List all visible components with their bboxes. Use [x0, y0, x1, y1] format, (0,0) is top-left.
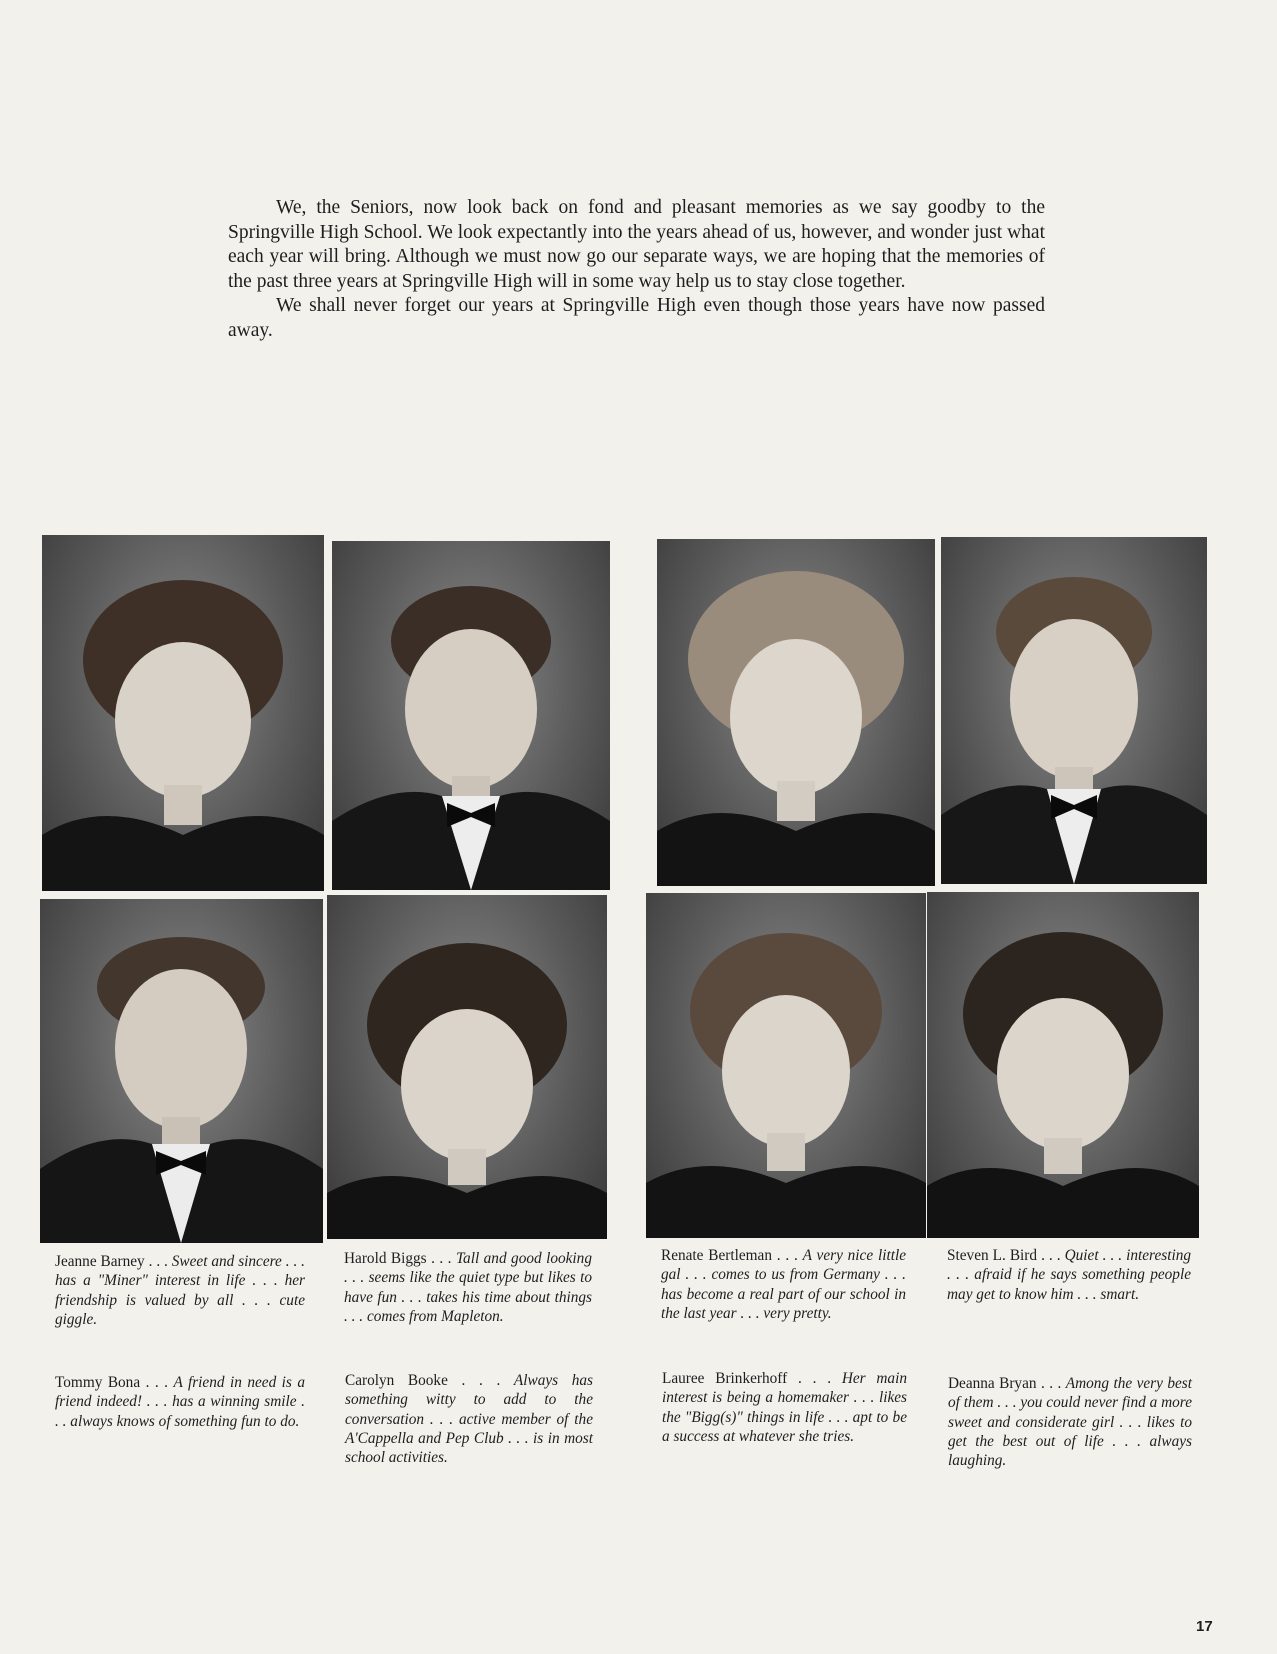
senior-caption: Jeanne Barney . . . Sweet and sincere . . . has a "Miner" interest in life . . . her friendship is valued by all . . . cute giggle. — [55, 1253, 305, 1328]
senior-name: Lauree Brinkerhoff — [662, 1370, 788, 1387]
senior-description: Her main interest is being a homemaker . . . likes the "Bigg(s)" things in life . . . apt to be a success at whatever she tries. — [662, 1370, 907, 1445]
senior-caption: Tommy Bona . . . A friend in need is a friend indeed! . . . has a winning smile . . . always knows of something fun to do. — [55, 1374, 305, 1430]
page-number: 17 — [1196, 1618, 1213, 1635]
intro-paragraph: We shall never forget our years at Springville High even though those years have now passed away. — [228, 295, 1045, 341]
senior-name: Carolyn Booke — [345, 1372, 448, 1389]
senior-caption: Renate Bertleman . . . A very nice little gal . . . comes to us from Germany . . . has become a real part of our school in the last year . . . very pretty. — [661, 1247, 906, 1322]
portrait-photo — [42, 535, 324, 891]
senior-name: Harold Biggs — [344, 1250, 427, 1267]
intro-text — [228, 196, 1045, 344]
senior-description: Among the very best of them . . . you could never find a more sweet and considerate girl . . . likes to get the best out of life . . . always laughing. — [948, 1375, 1192, 1470]
portrait-photo — [941, 537, 1207, 884]
senior-description: A very nice little gal . . . comes to us from Germany . . . has become a real part of our school in the last year . . . very pretty. — [661, 1247, 906, 1322]
portrait-photo — [927, 892, 1199, 1238]
senior-description: Sweet and sincere . . . has a "Miner" interest in life . . . her friendship is valued by all . . . cute giggle. — [55, 1253, 305, 1328]
intro-paragraph: We, the Seniors, now look back on fond and pleasant memories as we say goodby to the Springville High School. We look expectantly into the years ahead of us, however, and wonder just what each year will bring. Although we must now go our separate ways, we are hoping that the memories of the past three years at Springville High will in some way help us to stay close together. — [228, 197, 1045, 292]
senior-caption: Steven L. Bird . . . Quiet . . . interesting . . . afraid if he says something people may get to know him . . . smart. — [947, 1247, 1191, 1303]
portrait-photo — [327, 895, 607, 1239]
portrait-photo — [332, 541, 610, 890]
portrait-photo — [657, 539, 935, 886]
senior-description: A friend in need is a friend indeed! . . . has a winning smile . . . always knows of something fun to do. — [55, 1374, 305, 1430]
senior-name: Renate Bertleman — [661, 1247, 772, 1264]
senior-caption: Carolyn Booke . . . Always has something witty to add to the conversation . . . active member of the A'Cappella and Pep Club . . . is in most school activities. — [345, 1372, 594, 1467]
senior-description: Always has something witty to add to the conversation . . . active member of the A'Cappella and Pep Club . . . is in most school activities. — [345, 1372, 594, 1467]
senior-name: Jeanne Barney — [55, 1253, 145, 1270]
senior-name: Tommy Bona — [55, 1374, 141, 1391]
senior-description: Tall and good looking . . . seems like the quiet type but likes to have fun . . . takes his time about things . . . comes from Mapleton. — [344, 1250, 592, 1325]
senior-name: Deanna Bryan — [948, 1375, 1037, 1392]
senior-caption: Deanna Bryan . . . Among the very best of them . . . you could never find a more sweet and considerate girl . . . likes to get the best out of life . . . always laughing. — [948, 1375, 1192, 1470]
senior-name: Steven L. Bird — [947, 1247, 1038, 1264]
portrait-photo — [40, 899, 323, 1243]
senior-caption: Lauree Brinkerhoff . . . Her main interest is being a homemaker . . . likes the "Bigg(s)" things in life . . . apt to be a success at whatever she tries. — [662, 1370, 907, 1445]
portrait-photo — [646, 893, 926, 1238]
senior-caption: Harold Biggs . . . Tall and good looking . . . seems like the quiet type but likes to have fun . . . takes his time about things . . . comes from Mapleton. — [344, 1250, 592, 1325]
senior-description: Quiet . . . interesting . . . afraid if he says something people may get to know him . . . smart. — [947, 1247, 1191, 1303]
